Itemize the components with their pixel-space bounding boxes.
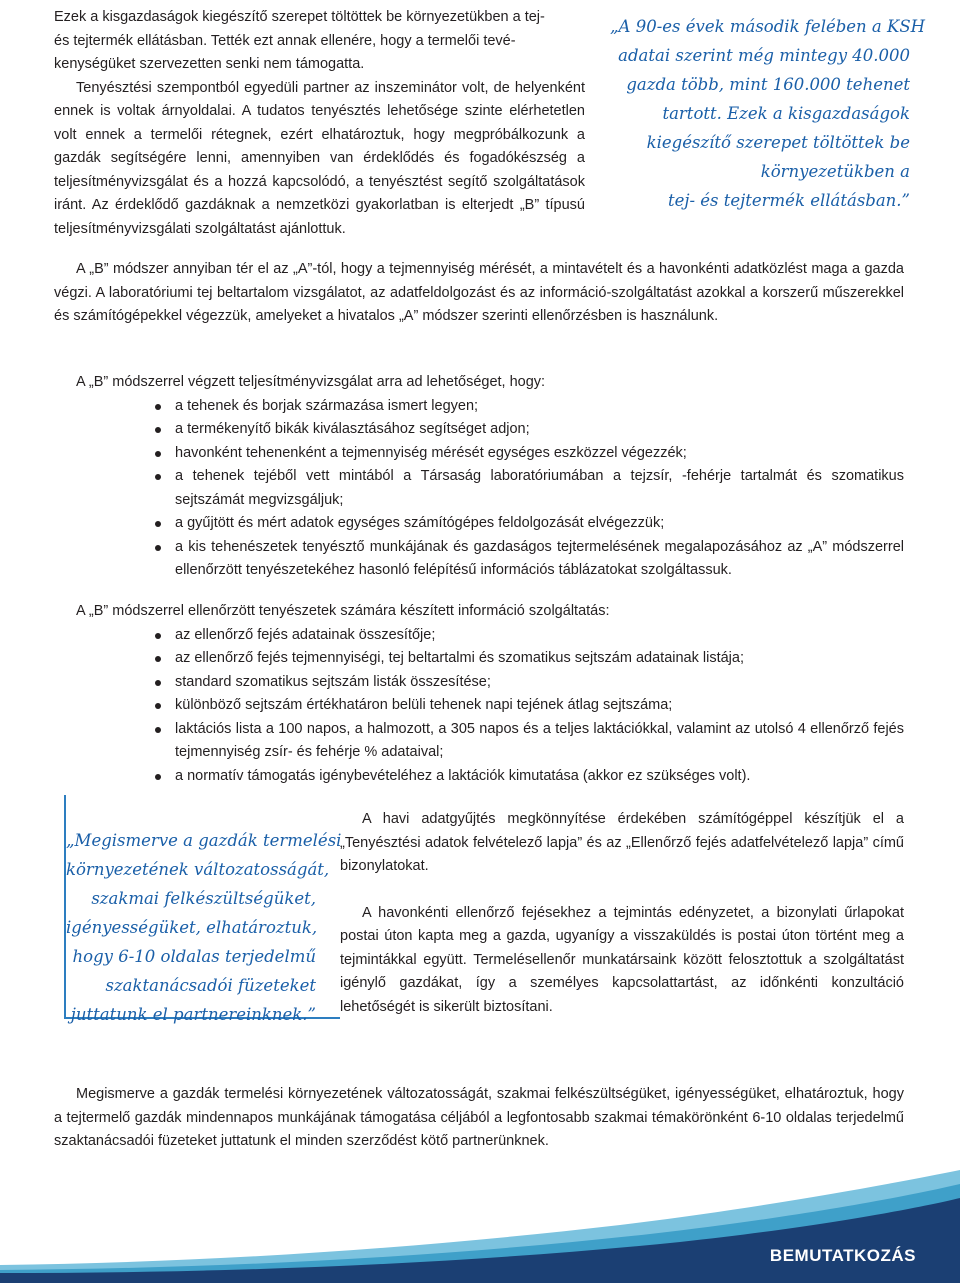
intro-line-2: és tejtermék ellátásban. Tették ezt annak ellenére, hogy a termelői tevé- [54,32,516,49]
intro-line-3: kenységüket szervezetten senki nem támogatta. [54,56,365,72]
list-item: laktációs lista a 100 napos, a halmozott, a 305 napos és a teljes laktációkkal, valamint az utolsó 4 ellenőrző fejés tejmennyiség zsír- és fehérje % adataival; [151,718,904,765]
performance-test-section [54,371,904,583]
list-item: havonként tehenenként a tejmennyiség mérését egységes eszközzel végezzék; [151,442,904,466]
list-item: az ellenőrző fejés tejmennyiségi, tej beltartalmi és szomatikus sejtszám adatainak listája; [151,647,904,671]
section-title: BEMUTATKOZÁS [769,1246,916,1265]
quote-bottom-line: juttatunk el partnereinknek.” [70,1005,316,1024]
list2-intro: A „B” módszerrel ellenőrzött tenyészetek számára készített információ szolgáltatás: [76,603,610,619]
right-paragraph-1: A havi adatgyűjtés megkönnyítése érdekében számítógéppel készítjük el a „Tenyésztési adatok felvételező lapja” és az „Ellenőrző fejés adatfelvételező lapja” című bizonylatokat. [340,811,904,874]
list-item: a tehenek tejéből vett mintából a Társaság laboratóriumában a tejzsír, -fehérje tartalmát és szomatikus sejtszámát megvizsgáljuk; [151,465,904,512]
list-item: a normatív támogatás igénybevételéhez a laktációk kimutatása (akkor ez szükséges volt). [151,765,904,789]
quote-top-line: tartott. Ezek a kisgazdaságok [662,104,910,123]
list-item: a gyűjtött és mért adatok egységes számítógépes feldolgozását elvégezzük; [151,512,904,536]
intro-paragraph-2: Tenyésztési szempontból egyedüli partner az inszeminátor volt, de helyenként ennek is voltak árnyoldalai. A tudatos tenyésztés lehetősége szinte elérhetetlen volt ennek a termelői rétegnek, ezért elhatároztuk, hogy megpróbálkozunk a gazdák segítségére lenni, amennyiben van érdeklődés és fogadókészség a teljesítményvizsgálat és a hozzá kapcsolódó, a tenyésztést segítő szolgáltatások iránt. Az érdeklődő gazdáknak a nemzetközi gyakorlatban is elterjedt „B” típusú teljesítményvizsgálati szolgáltatást ajánlottuk. [54,79,585,237]
quote-bottom-line: szakmai felkészültségüket, [91,889,316,908]
list-item: a termékenyítő bikák kiválasztásához segítséget adjon; [151,418,904,442]
list-item: különböző sejtszám értékhatáron belüli tehenek napi tejének átlag sejtszáma; [151,694,904,718]
list-item: az ellenőrző fejés adatainak összesítője; [151,624,904,648]
quote-top-line: „A 90-es évek második felében a KSH [610,17,926,36]
b-method-paragraph: A „B” módszer annyiban tér el az „A”-tól, hogy a tejmennyiség mérését, a mintavételt és a havonkénti adatközlést maga a gazda végzi. A laboratóriumi tej beltartalom vizsgálatot, az adatfeldolgozást és az információ-szolgáltatást azokkal a korszerű műszerekkel és számítógépekkel végezzük, amelyeket a hivatalos „A” módszer szerinti ellenőrzésben is használunk. [54,261,904,324]
quote-top-line: adatai szerint még mintegy 40.000 [618,46,910,65]
list-item: a kis tehenészetek tenyésztő munkájának és gazdaságos tejtermelésének megalapozásához az „A” módszerrel ellenőrzött tenyészetekéhez hasonló felépítésű információs táblázatokat szolgáltassuk. [151,536,904,583]
page-number: 4 [40,1248,50,1267]
pull-quote-bottom [66,826,342,1029]
quote-top-line: kiegészítő szerepet töltöttek be [646,133,910,152]
b-method-paragraph-block [54,258,904,329]
list2 [151,624,904,789]
pull-quote-top [610,12,926,215]
list1 [151,395,904,583]
right-paragraph-2: A havonkénti ellenőrző fejésekhez a tejmintás edényzetet, a bizonylati űrlapokat postai úton kapta meg a gazda, ugyanígy a visszaküldés is postai úton történt meg a tejmintákkal együtt. Termelésellenőr munkatársaink között felosztottuk a szolgáltatást igénylő gazdákat, így a személyes kapcsolattartást, az időnkénti konzultáció lehetőségét is sikerült biztosítani. [340,904,904,1015]
quote-bottom-line: szaktanácsadói füzeteket [105,976,316,995]
list-item: a tehenek és borjak származása ismert legyen; [151,395,904,419]
right-column [340,808,904,1019]
closing-block [54,1083,904,1154]
closing-paragraph: Megismerve a gazdák termelési környezetének változatosságát, szakmai felkészültségüket, igényességüket, elhatároztuk, hogy a tejtermelő gazdák mindennapos munkájának támogatása céljából a legfontosabb szakmai témakörönként 6-10 oldalas terjedelmű szaktanácsadói füzeteket juttatunk el minden szerződést kötő partnerünknek. [54,1086,904,1149]
quote-bottom-line: „Megismerve a gazdák termelési [66,831,342,850]
quote-top-line: tej- és tejtermék ellátásban.” [667,191,910,210]
footer-band [0,1170,960,1283]
list1-intro: A „B” módszerrel végzett teljesítményvizsgálat arra ad lehetőséget, hogy: [76,374,546,390]
intro-block [54,6,585,241]
information-service-section [54,600,904,788]
quote-bottom-line: hogy 6-10 oldalas terjedelmű [72,947,316,966]
quote-top-line: környezetükben a [760,162,910,181]
quote-bottom-line: igényességüket, elhatároztuk, [66,918,318,937]
quote-bottom-line: környezetének változatosságát, [66,860,330,879]
intro-line-1: Ezek a kisgazdaságok kiegészítő szerepet töltöttek be környezetükben a tej- [54,9,545,25]
quote-top-line: gazda több, mint 160.000 tehenet [626,75,910,94]
list-item: standard szomatikus sejtszám listák összesítése; [151,671,904,695]
